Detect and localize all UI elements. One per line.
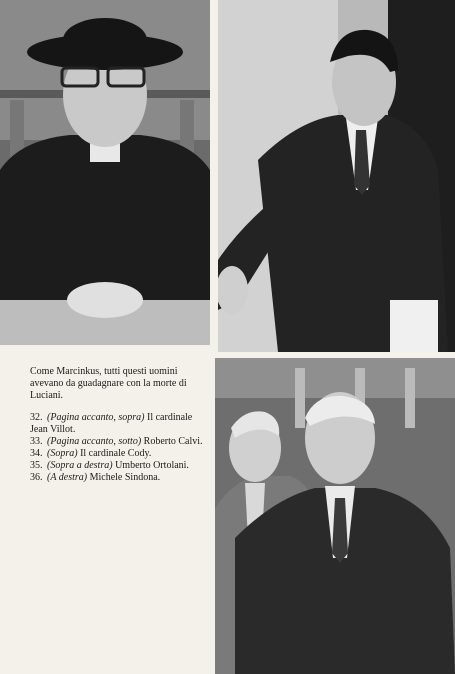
caption-list — [30, 412, 210, 484]
photo-ortolani-sindona — [215, 358, 455, 674]
caption-item: 36. (A destra) Michele Sindona. — [30, 472, 161, 483]
caption-item: 35. (Sopra a destra) Umberto Ortolani. — [30, 460, 189, 471]
caption-item: 33. (Pagina accanto, sotto) Roberto Calvi. — [30, 436, 203, 447]
caption-intro: Come Marcinkus, tutti questi uomini avevano da guadagnare con la morte di Luciani. — [30, 366, 187, 401]
caption-block — [30, 366, 210, 484]
photo-roberto-calvi — [218, 0, 455, 352]
caption-item: 34. (Sopra) Il cardinale Cody. — [30, 448, 152, 459]
photo-cardinal-cody — [0, 0, 210, 345]
caption-item: 32. (Pagina accanto, sopra) Il cardinale Jean Villot. — [30, 412, 193, 435]
